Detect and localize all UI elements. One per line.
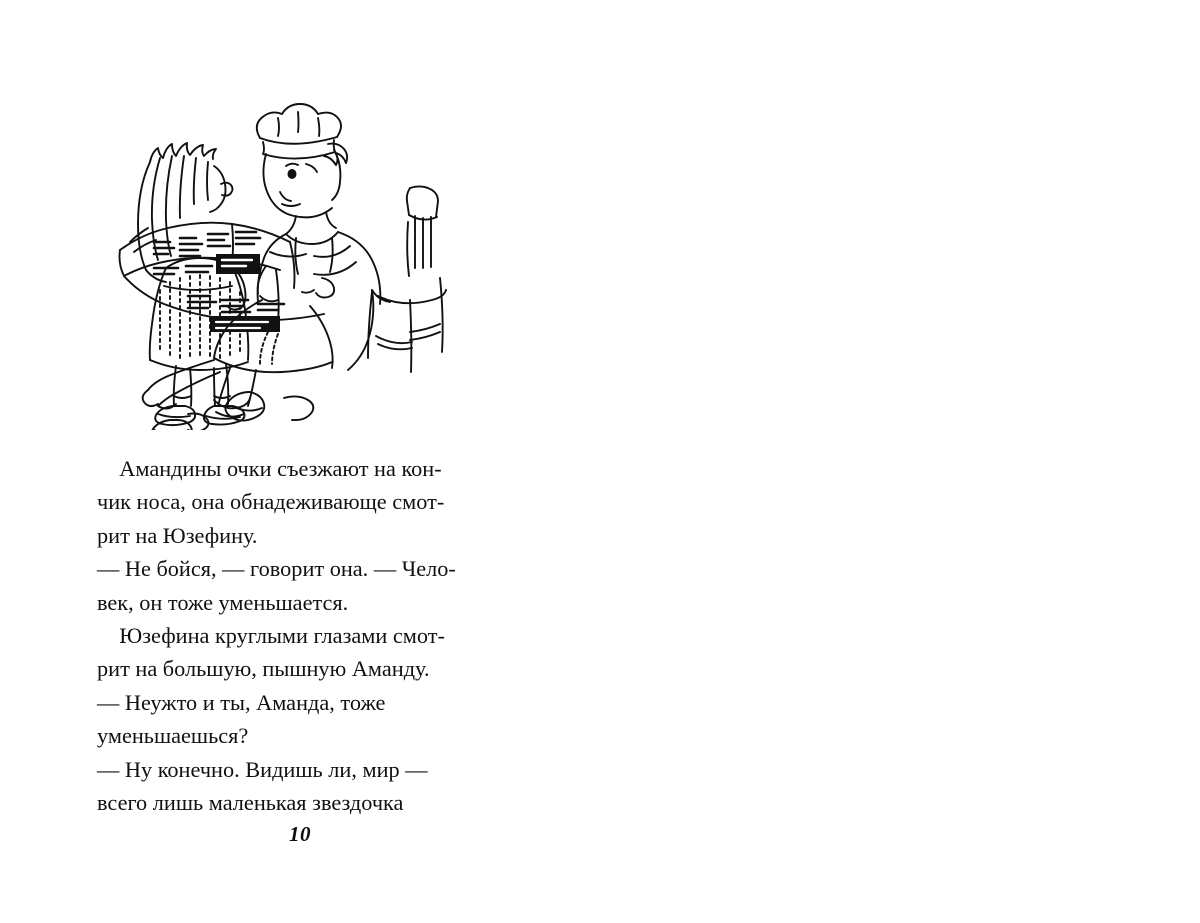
left-text-line: Юзефина круглыми глазами смот-	[97, 622, 445, 648]
left-text-line: — Ну конечно. Видишь ли, мир —	[97, 756, 428, 782]
left-text-line: Амандины очки съезжают на кон-	[97, 456, 442, 481]
left-page-text	[97, 452, 509, 819]
page-number-left: 10	[289, 822, 311, 846]
left-text-line: уменьшаешься?	[97, 723, 249, 749]
left-text-line: рит на Юзефину.	[97, 522, 258, 548]
right-page	[600, 0, 1200, 923]
left-text-line: — Не бойся, — говорит она. — Чело-	[97, 556, 456, 582]
left-text-line: чик носа, она обнадеживающе смот-	[97, 489, 445, 515]
left-text-line: всего лишь маленькая звездочка	[97, 789, 404, 815]
left-text-line: — Неужто и ты, Аманда, тоже	[97, 689, 386, 715]
left-text-line: век, он тоже уменьшается.	[97, 589, 349, 615]
chapter-illustration	[110, 100, 490, 430]
left-text-line: рит на большую, пышную Аманду.	[97, 656, 430, 682]
woman-reading-illustration	[120, 104, 447, 430]
